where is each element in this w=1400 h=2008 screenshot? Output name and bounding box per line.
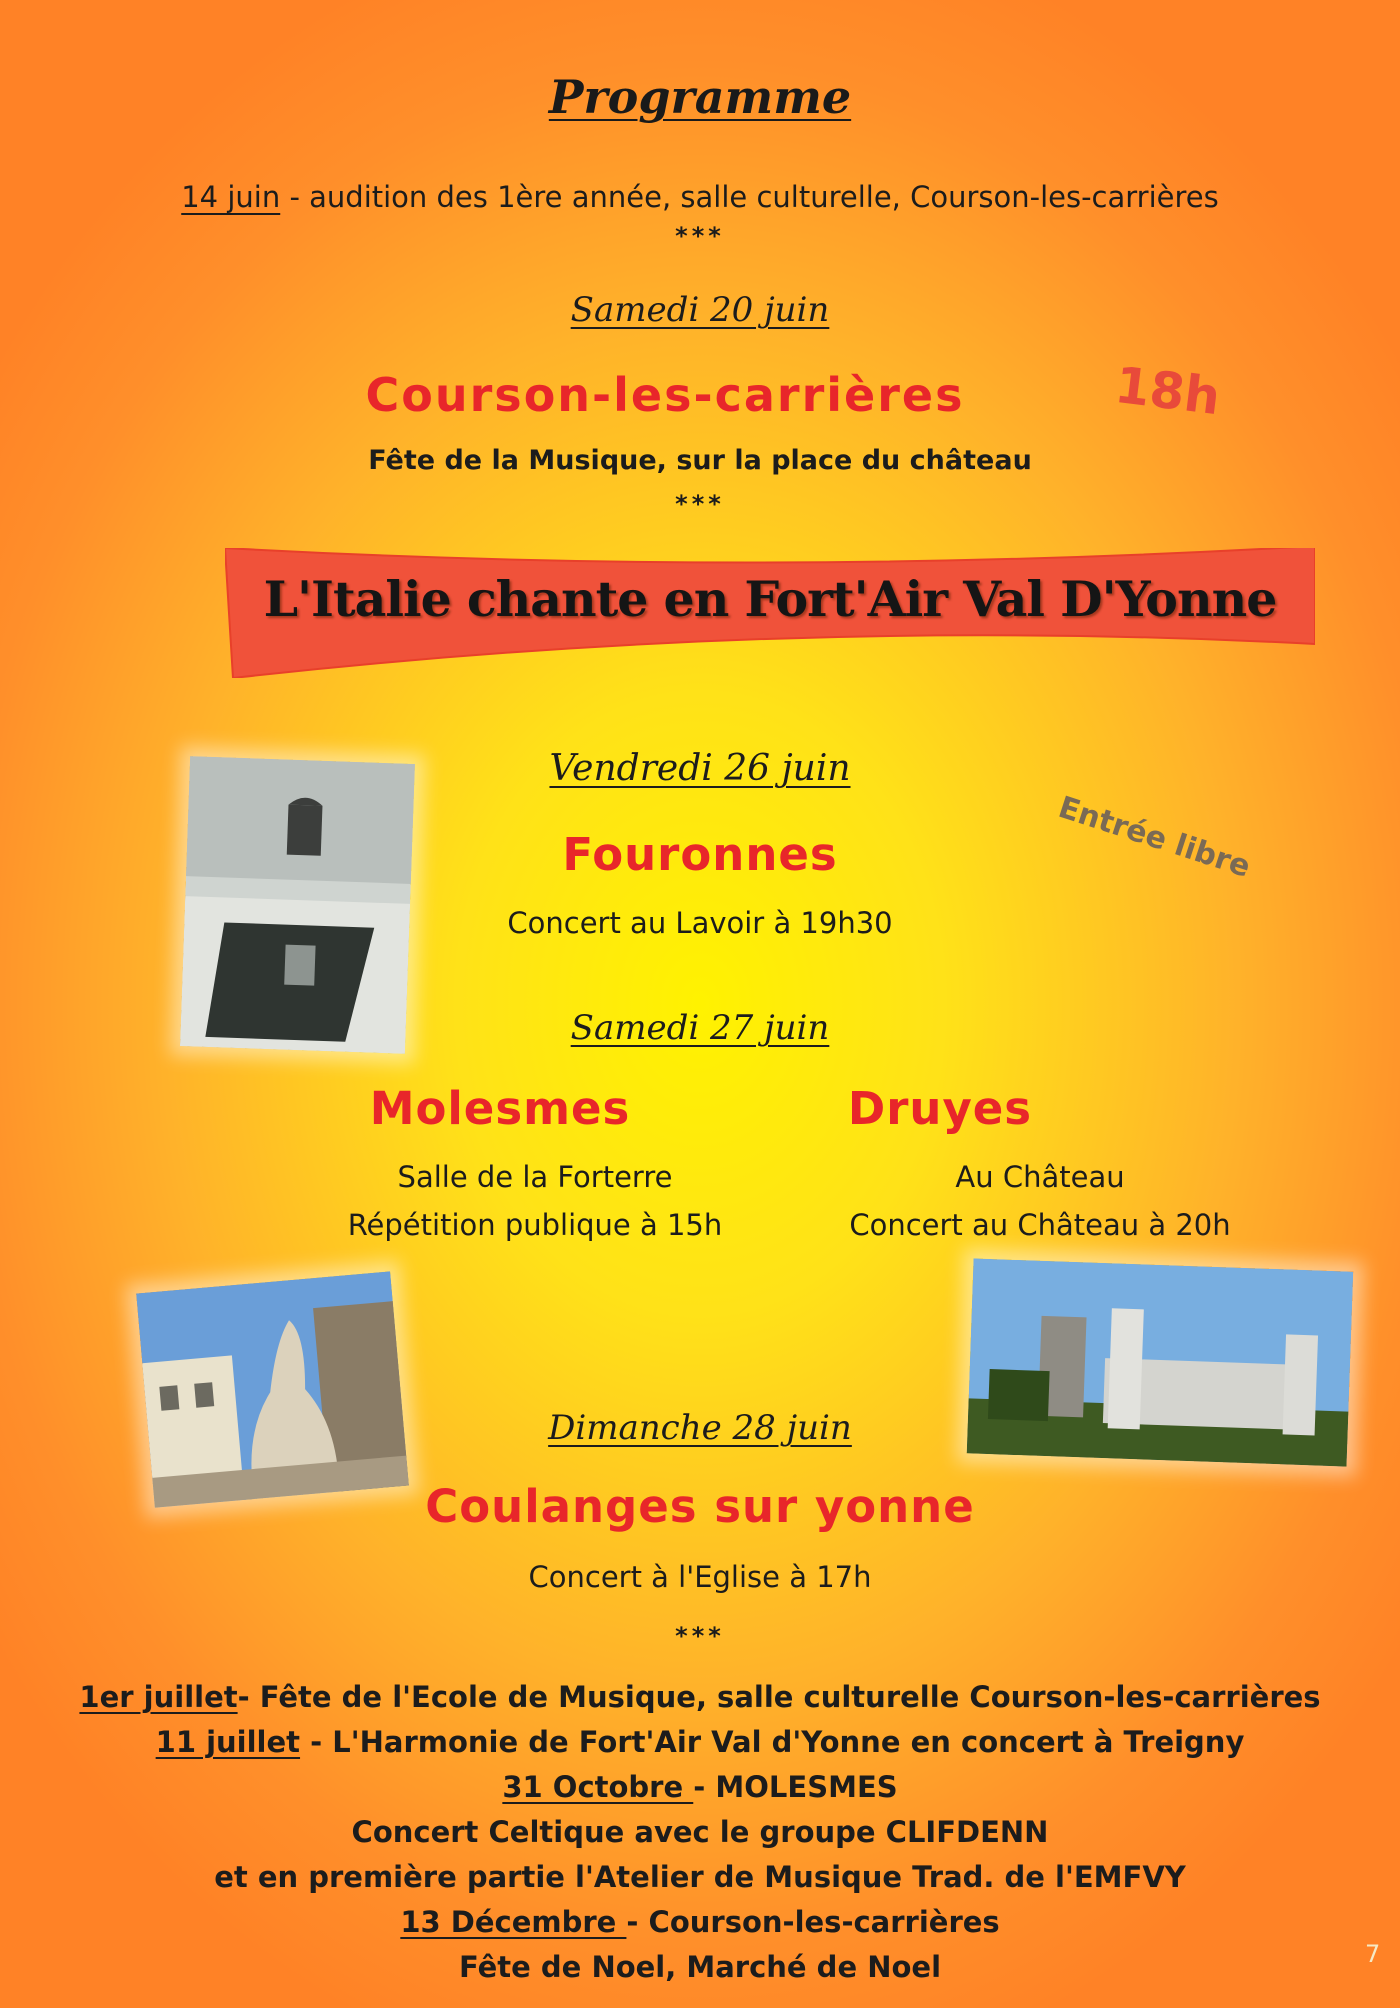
event-20-desc: Fête de la Musique, sur la place du château: [368, 445, 1032, 476]
banner: [225, 548, 1315, 678]
later-6-text: - Courson-les-carrières: [626, 1905, 1000, 1939]
event-27-right-line1: Au Château: [955, 1160, 1125, 1194]
event-20-time: 18h: [1111, 355, 1224, 427]
event-audition-text: - audition des 1ère année, salle culturelle, Courson-les-carrières: [280, 180, 1219, 214]
separator: ***: [675, 222, 725, 250]
later-1-date: 1er juillet: [79, 1680, 238, 1714]
event-26-desc: Concert au Lavoir à 19h30: [507, 906, 893, 940]
event-20-place: Courson-les-carrières: [365, 368, 965, 422]
event-20-date: Samedi 20 juin: [570, 290, 830, 330]
later-5: et en première partie l'Atelier de Musique Trad. de l'EMFVY: [214, 1860, 1186, 1894]
event-27-date: Samedi 27 juin: [570, 1008, 830, 1048]
page-title: Programme: [548, 70, 852, 124]
later-1: [0, 1680, 1400, 1714]
event-audition-date: 14 juin: [181, 180, 281, 214]
photo-statue: [136, 1271, 409, 1507]
entree-libre: Entrée libre: [1054, 790, 1255, 885]
separator: ***: [675, 490, 725, 518]
event-26-place: Fouronnes: [562, 828, 838, 881]
later-3-text: - MOLESMES: [693, 1770, 898, 1804]
event-27-left-line2: Répétition publique à 15h: [347, 1208, 723, 1242]
later-2-text: - L'Harmonie de Fort'Air Val d'Yonne en concert à Treigny: [300, 1725, 1245, 1759]
event-28-date: Dimanche 28 juin: [548, 1408, 852, 1448]
later-7: Fête de Noel, Marché de Noel: [458, 1950, 942, 1984]
event-27-left-line1: Salle de la Forterre: [397, 1160, 673, 1194]
later-3-date: 31 Octobre: [502, 1770, 694, 1804]
page-number: 7: [1365, 1940, 1381, 1968]
later-3: [0, 1770, 1400, 1804]
event-28-desc: Concert à l'Eglise à 17h: [528, 1560, 872, 1594]
later-6: [0, 1905, 1400, 1939]
event-28-place: Coulanges sur yonne: [425, 1480, 975, 1533]
separator: ***: [675, 1622, 725, 1650]
event-27-right-line2: Concert au Château à 20h: [849, 1208, 1231, 1242]
later-6-date: 13 Décembre: [400, 1905, 627, 1939]
later-1-text: - Fête de l'Ecole de Musique, salle culturelle Courson-les-carrières: [237, 1680, 1321, 1714]
later-2: [0, 1725, 1400, 1759]
event-27-left-place: Molesmes: [369, 1082, 631, 1135]
event-26-date: Vendredi 26 juin: [549, 748, 851, 789]
later-4: Concert Celtique avec le groupe CLIFDENN: [351, 1815, 1049, 1849]
later-2-date: 11 juillet: [155, 1725, 301, 1759]
banner-text: L'Italie chante en Fort'Air Val D'Yonne: [263, 570, 1277, 628]
photo-statue-image: [136, 1271, 409, 1507]
event-27-right-place: Druyes: [847, 1082, 1033, 1135]
event-audition: [0, 180, 1400, 214]
